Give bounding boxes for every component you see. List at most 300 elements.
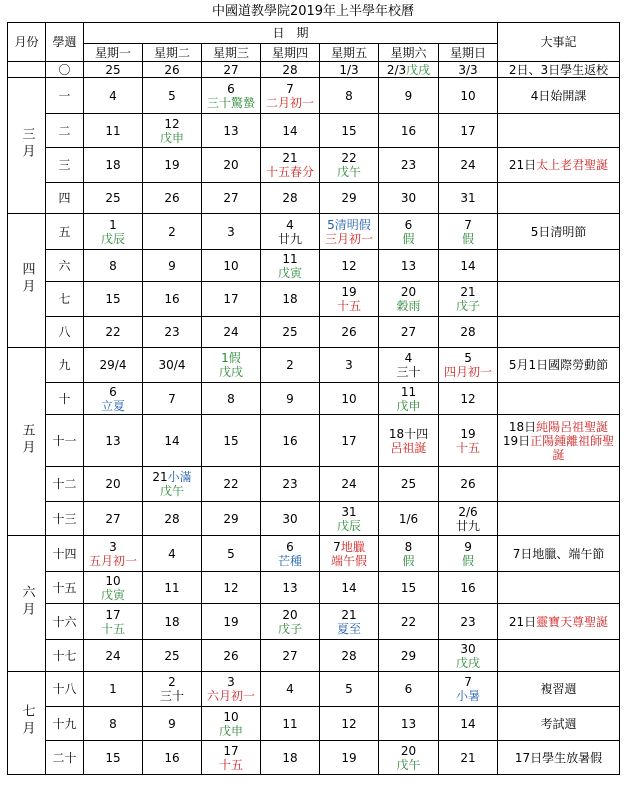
cell-text: 2 — [168, 675, 176, 689]
day-cell — [202, 214, 261, 250]
cell-text: 16 — [460, 580, 476, 595]
cell-text: 正陽鍾離祖師聖誕 — [530, 433, 615, 462]
day-cell — [202, 467, 261, 502]
day-cell — [320, 183, 379, 214]
week-row — [8, 114, 620, 148]
day-cell — [261, 672, 320, 707]
day-cell — [202, 114, 261, 148]
day-cell — [320, 415, 379, 467]
cell-text: 戊午 — [396, 757, 421, 772]
events-header: 大事記 — [498, 23, 620, 62]
month-cell — [8, 536, 46, 672]
week-row — [8, 148, 620, 183]
cell-text: 22 — [341, 151, 357, 165]
day-cell — [261, 536, 320, 572]
cell-text: 24 — [341, 477, 357, 491]
week-row — [8, 707, 620, 741]
cell-text: 戊寅 — [100, 587, 125, 602]
cell-text: 13 — [282, 580, 298, 595]
cell-text: 戊申 — [159, 130, 184, 145]
cell-text: 13 — [105, 433, 121, 448]
cell-text: 夏至 — [336, 621, 361, 636]
cell-text: 20 — [400, 285, 417, 299]
day-cell — [439, 604, 498, 640]
cell-text: 10 — [341, 391, 357, 406]
cell-text: 4 — [168, 546, 176, 561]
cell-text: 12 — [341, 716, 357, 731]
day-cell — [143, 383, 202, 415]
cell-text: 19 — [341, 750, 357, 765]
cell-text: 5 — [227, 546, 235, 561]
month-cell — [8, 348, 46, 536]
day-cell — [84, 148, 143, 183]
cell-text: 靈寶天尊聖誕 — [536, 614, 609, 629]
day-cell — [143, 250, 202, 282]
event-cell — [498, 604, 620, 640]
day-cell — [202, 640, 261, 672]
day-cell — [261, 62, 320, 78]
cell-text: 30/4 — [158, 358, 186, 372]
cell-text: 16 — [282, 433, 298, 448]
day-cell — [84, 741, 143, 775]
week-row — [8, 214, 620, 250]
cell-text: 30 — [400, 191, 417, 205]
weekday-header: 星期六 — [379, 44, 439, 62]
day-cell — [379, 467, 439, 502]
weekday-header: 星期四 — [261, 44, 320, 62]
cell-text: 15 — [105, 750, 121, 765]
cell-text: 3 — [227, 675, 235, 689]
day-cell — [261, 502, 320, 536]
cell-text: 12 — [341, 258, 357, 273]
day-cell — [439, 148, 498, 183]
cell-text: 8 — [345, 88, 353, 103]
weekday-header: 星期三 — [202, 44, 261, 62]
day-cell — [261, 214, 320, 250]
day-cell — [261, 707, 320, 741]
cell-text: 21日 — [508, 614, 537, 629]
cell-text: 9 — [464, 539, 472, 554]
event-cell — [498, 214, 620, 250]
day-cell — [202, 707, 261, 741]
cell-text: 五月初一 — [88, 553, 137, 568]
month-label: 七月 — [19, 704, 35, 738]
day-cell — [202, 78, 261, 114]
cell-text: 5 — [168, 88, 176, 103]
day-cell — [439, 572, 498, 604]
day-cell — [143, 114, 202, 148]
day-cell — [439, 707, 498, 741]
cell-text: 26 — [223, 648, 239, 663]
day-cell — [439, 348, 498, 383]
cell-text: 20 — [282, 607, 298, 622]
day-cell — [84, 183, 143, 214]
week-row — [8, 62, 620, 78]
cell-text: 4 — [286, 682, 294, 696]
day-cell — [439, 114, 498, 148]
cell-text: 假 — [402, 553, 415, 568]
cell-text: 9 — [404, 88, 413, 103]
week-number: 七 — [46, 282, 84, 317]
cell-text: 25 — [105, 62, 121, 77]
cell-text: 十五 — [218, 757, 243, 772]
day-cell — [202, 383, 261, 415]
cell-text: 21 — [460, 750, 476, 765]
cell-text: 20 — [105, 477, 121, 491]
week-row — [8, 467, 620, 502]
week-number: 五 — [46, 214, 84, 250]
cell-text: 13 — [400, 716, 417, 731]
event-cell — [498, 348, 620, 383]
day-cell — [84, 640, 143, 672]
day-cell — [261, 317, 320, 348]
cell-text: 1假 — [221, 351, 241, 365]
day-cell — [320, 741, 379, 775]
day-cell — [320, 282, 379, 317]
week-row — [8, 640, 620, 672]
cell-text: 16 — [400, 123, 417, 138]
cell-text: 26 — [341, 325, 357, 339]
cell-text: 21日 — [508, 158, 537, 172]
cell-text: 太上老君聖誕 — [536, 158, 609, 172]
cell-text: 26 — [164, 62, 180, 77]
day-cell — [143, 415, 202, 467]
week-number: 十六 — [46, 604, 84, 640]
cell-text: 1/6 — [398, 511, 419, 526]
cell-text: 14 — [460, 258, 476, 273]
cell-text: 18 — [105, 158, 121, 172]
event-cell — [498, 282, 620, 317]
cell-text: 15 — [223, 433, 239, 448]
cell-text: 29 — [223, 511, 239, 526]
day-cell — [320, 148, 379, 183]
event-cell — [498, 415, 620, 467]
cell-text: 2/6 — [458, 504, 478, 519]
cell-text: 7 — [168, 391, 176, 406]
event-cell — [498, 62, 620, 78]
month-cell — [8, 672, 46, 775]
cell-text: 10 — [223, 258, 239, 273]
cell-text: 20 — [400, 743, 417, 758]
day-cell — [379, 741, 439, 775]
day-cell — [84, 78, 143, 114]
day-cell — [84, 317, 143, 348]
day-cell — [320, 604, 379, 640]
cell-text: 21 — [282, 151, 298, 165]
cell-text: 24 — [105, 648, 121, 663]
cell-text: 考試週 — [540, 716, 577, 731]
cell-text: 二月初一 — [265, 95, 314, 110]
day-cell — [439, 214, 498, 250]
week-number: 〇 — [46, 62, 84, 78]
cell-text: 11 — [282, 716, 298, 731]
cell-text: 假 — [402, 231, 415, 246]
week-number: 二十 — [46, 741, 84, 775]
day-cell — [84, 604, 143, 640]
day-cell — [143, 467, 202, 502]
cell-text: 7 — [286, 81, 294, 96]
day-cell — [439, 741, 498, 775]
cell-text: 6 — [227, 81, 235, 96]
day-cell — [143, 640, 202, 672]
day-cell — [202, 536, 261, 572]
cell-text: 22 — [105, 325, 121, 339]
cell-text: 25 — [105, 191, 121, 205]
cell-text: 小滿 — [167, 470, 192, 484]
cell-text: 2 — [168, 224, 176, 239]
event-cell — [498, 672, 620, 707]
day-cell — [261, 467, 320, 502]
week-number: 一 — [46, 78, 84, 114]
day-cell — [143, 348, 202, 383]
cell-text: 戊午 — [336, 165, 361, 179]
cell-text: 19日 — [502, 433, 531, 448]
cell-text: 6 — [404, 217, 413, 232]
cell-text: 廿九 — [456, 518, 481, 533]
cell-text: 27 — [223, 191, 239, 205]
day-cell — [143, 214, 202, 250]
cell-text: 戊子 — [277, 621, 302, 636]
day-cell — [143, 502, 202, 536]
day-cell — [439, 640, 498, 672]
day-cell — [261, 741, 320, 775]
day-cell — [379, 183, 439, 214]
cell-text: 17日學生放暑假 — [514, 750, 603, 765]
cell-text: 2/3 — [386, 62, 407, 77]
week-row — [8, 317, 620, 348]
day-cell — [320, 502, 379, 536]
day-cell — [320, 214, 379, 250]
cell-text: 廿九 — [277, 231, 302, 246]
cell-text: 28 — [164, 511, 180, 526]
cell-text: 呂祖誕 — [390, 440, 427, 455]
day-cell — [202, 282, 261, 317]
day-cell — [143, 536, 202, 572]
day-cell — [439, 317, 498, 348]
day-cell — [143, 148, 202, 183]
cell-text: 9 — [286, 391, 294, 406]
cell-text: 27 — [282, 648, 298, 663]
week-header: 學週 — [46, 23, 84, 62]
day-cell — [320, 640, 379, 672]
day-cell — [439, 62, 498, 78]
cell-text: 21 — [460, 285, 476, 299]
day-cell — [143, 707, 202, 741]
cell-text: 21 — [152, 470, 168, 484]
cell-text: 23 — [460, 614, 476, 629]
day-cell — [84, 467, 143, 502]
week-row — [8, 183, 620, 214]
event-cell — [498, 572, 620, 604]
day-cell — [84, 536, 143, 572]
week-row — [8, 415, 620, 467]
cell-text: 17 — [460, 123, 476, 138]
day-cell — [439, 78, 498, 114]
cell-text: 25 — [282, 325, 298, 339]
cell-text: 28 — [341, 648, 357, 663]
cell-text: 29 — [341, 191, 357, 205]
week-row — [8, 572, 620, 604]
day-cell — [320, 114, 379, 148]
day-cell — [84, 114, 143, 148]
day-cell — [202, 741, 261, 775]
day-cell — [439, 536, 498, 572]
week-number: 十五 — [46, 572, 84, 604]
day-cell — [261, 604, 320, 640]
cell-text: 14 — [164, 433, 180, 448]
week-row — [8, 383, 620, 415]
cell-text: 3 — [227, 224, 235, 239]
week-number: 八 — [46, 317, 84, 348]
week-number: 十一 — [46, 415, 84, 467]
day-cell — [143, 741, 202, 775]
cell-text: 31 — [341, 504, 357, 519]
cell-text: 12 — [223, 580, 239, 595]
cell-text: 7 — [464, 217, 472, 232]
cell-text: 30 — [460, 641, 476, 656]
cell-text: 8 — [404, 539, 413, 554]
week-number: 十八 — [46, 672, 84, 707]
cell-text: 2日、3日學生返校 — [508, 62, 609, 77]
cell-text: 2 — [286, 358, 294, 372]
month-cell — [8, 62, 46, 78]
day-cell — [143, 62, 202, 78]
cell-text: 十五 — [456, 440, 481, 455]
cell-text: 5 — [345, 682, 353, 696]
week-row — [8, 282, 620, 317]
cell-text: 10 — [460, 88, 476, 103]
day-cell — [379, 348, 439, 383]
day-cell — [320, 536, 379, 572]
day-cell — [379, 114, 439, 148]
day-cell — [320, 707, 379, 741]
cell-text: 28 — [282, 191, 298, 205]
cell-text: 13 — [400, 258, 417, 273]
day-cell — [320, 250, 379, 282]
cell-text: 25 — [400, 477, 417, 491]
day-cell — [84, 250, 143, 282]
day-cell — [261, 250, 320, 282]
cell-text: 4 — [286, 217, 294, 232]
day-cell — [379, 707, 439, 741]
cell-text: 29/4 — [99, 358, 127, 372]
day-cell — [202, 183, 261, 214]
week-row — [8, 741, 620, 775]
weekday-header: 星期一 — [84, 44, 143, 62]
day-cell — [202, 572, 261, 604]
week-row — [8, 536, 620, 572]
week-row — [8, 604, 620, 640]
day-cell — [202, 672, 261, 707]
day-cell — [202, 148, 261, 183]
cell-text: 三十 — [159, 689, 184, 703]
cell-text: 19 — [341, 285, 357, 299]
event-cell — [498, 183, 620, 214]
calendar-table — [7, 22, 620, 775]
cell-text: 23 — [400, 158, 417, 172]
cell-text: 7日地臘、端午節 — [512, 546, 605, 561]
cell-text: 3/3 — [458, 62, 478, 77]
cell-text: 11 — [282, 251, 298, 266]
week-number: 十九 — [46, 707, 84, 741]
cell-text: 17 — [105, 607, 121, 622]
day-cell — [320, 348, 379, 383]
day-cell — [84, 62, 143, 78]
cell-text: 22 — [400, 614, 417, 629]
day-cell — [261, 282, 320, 317]
day-cell — [261, 640, 320, 672]
cell-text: 1/3 — [339, 62, 359, 77]
cell-text: 17 — [223, 743, 239, 758]
cell-text: 31 — [460, 191, 476, 205]
cell-text: 芒種 — [277, 553, 302, 568]
day-cell — [143, 183, 202, 214]
cell-text: 6 — [286, 539, 294, 554]
day-cell — [379, 148, 439, 183]
cell-text: 30 — [282, 511, 298, 526]
event-cell — [498, 383, 620, 415]
day-cell — [379, 78, 439, 114]
day-cell — [379, 672, 439, 707]
cell-text: 23 — [164, 325, 180, 339]
event-cell — [498, 78, 620, 114]
day-cell — [320, 672, 379, 707]
week-number: 十 — [46, 383, 84, 415]
week-row — [8, 502, 620, 536]
week-number: 四 — [46, 183, 84, 214]
cell-text: 複習週 — [540, 682, 577, 696]
day-cell — [261, 348, 320, 383]
day-cell — [379, 572, 439, 604]
day-cell — [439, 467, 498, 502]
month-label: 六月 — [19, 584, 35, 619]
cell-text: 戊申 — [396, 398, 421, 413]
cell-text: 23 — [282, 477, 298, 491]
cell-text: 11 — [164, 580, 180, 595]
cell-text: 1 — [109, 682, 117, 696]
cell-text: 28 — [460, 325, 476, 339]
cell-text: 立夏 — [100, 398, 125, 413]
week-number: 二 — [46, 114, 84, 148]
cell-text: 8 — [109, 258, 117, 273]
cell-text: 4 — [109, 88, 117, 103]
day-cell — [379, 415, 439, 467]
cell-text: 十五春分 — [265, 165, 314, 179]
event-cell — [498, 741, 620, 775]
week-number: 十四 — [46, 536, 84, 572]
day-cell — [261, 183, 320, 214]
cell-text: 7 — [333, 539, 341, 554]
week-number: 九 — [46, 348, 84, 383]
day-cell — [379, 383, 439, 415]
day-cell — [439, 250, 498, 282]
day-cell — [261, 148, 320, 183]
cell-text: 戊申 — [218, 723, 243, 738]
cell-text: 11 — [105, 123, 121, 138]
cell-text: 15 — [105, 292, 121, 306]
cell-text: 戊辰 — [336, 518, 361, 533]
day-cell — [379, 317, 439, 348]
weekday-header: 星期日 — [439, 44, 498, 62]
week-number: 十二 — [46, 467, 84, 502]
event-cell — [498, 502, 620, 536]
cell-text: 3 — [109, 539, 117, 554]
month-cell — [8, 214, 46, 348]
day-cell — [143, 78, 202, 114]
cell-text: 27 — [105, 511, 121, 526]
cell-text: 4日始開課 — [530, 88, 587, 103]
cell-text: 十五 — [336, 299, 361, 313]
